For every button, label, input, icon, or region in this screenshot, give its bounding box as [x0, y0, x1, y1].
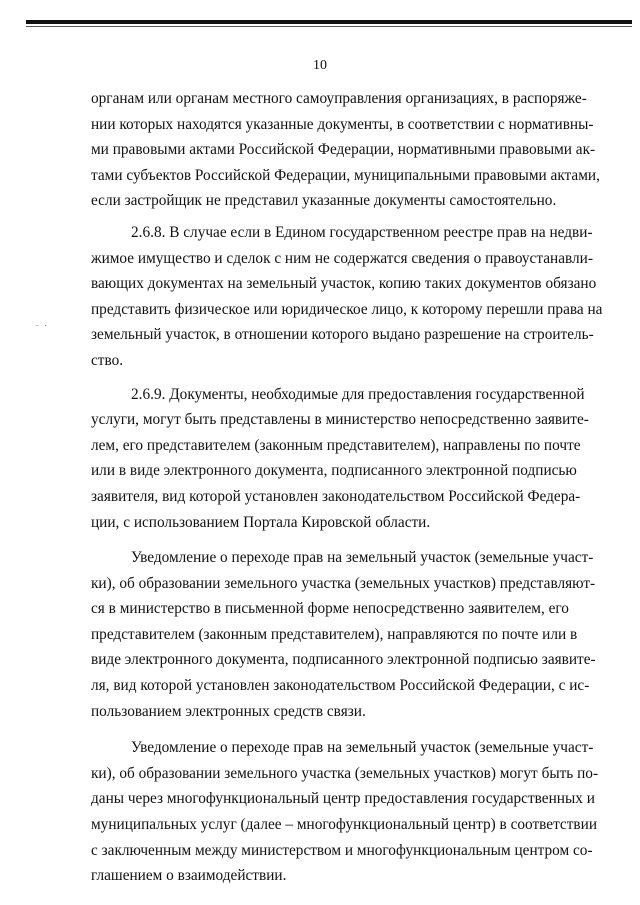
paragraph-notice-mfc: Уведомление о переходе прав на земельный участок (земельные участ- ки), об образовании земельного участка (земельных участков) могут быть по- даны через многофункциональный центр предоставления государственных и муниципальных услуг (далее – многофункциональный центр) в соответствии с заключенным между министерством и многофункциональным центром со- глашением о взаимодействии.	[91, 739, 599, 885]
page-number: 10	[313, 58, 327, 73]
margin-mark: . .	[36, 318, 49, 328]
header-rule	[26, 20, 632, 24]
paragraph-notice-submission: Уведомление о переходе прав на земельный участок (земельные участ- ки), об образовании земельного участка (земельных участков) представляют- ся в министерство в письменной форме непосредственно заявителем, его представителем (законным представителем), направляются по почте или в виде электронного документа, подписанного электронной подписью заявите- ля, вид которой установлен законодательством Российской Федерации, с ис- пользованием электронных средств связи.	[91, 549, 596, 720]
paragraph-2-6-8: 2.6.8. В случае если в Едином государственном реестре прав на недви- жимое имущество и сделок с ним не содержатся сведения о правоустанавли- вающих документах на земельный участок, копию таких документов обязано представить физическое или юридическое лицо, к которому перешли права на земельный участок, в отношении которого выдано разрешение на строитель- ство.	[91, 223, 603, 369]
paragraph-continuation: органам или органам местного самоуправления организациях, в распоряже- нии которых находятся указанные документы, в соответствии с нормативны- ми правовыми актами Российской Федерации, нормативными правовыми ак- тами субъектов Российской Федерации, муниципальными правовыми актами, если застройщик не представил указанные документы самостоятельно.	[91, 90, 600, 210]
header-rule-thin	[26, 26, 632, 27]
document-body	[91, 86, 608, 889]
paragraph-2-6-9: 2.6.9. Документы, необходимые для предоставления государственной услуги, могут быть представлены в министерство непосредственно заявите- лем, его представителем (законным представителем), направлены по почте или в виде электронного документа, подписанного электронной подписью заявителя, вид которой установлен законодательством Российской Федера- ции, с использованием Портала Кировской области.	[91, 385, 589, 531]
